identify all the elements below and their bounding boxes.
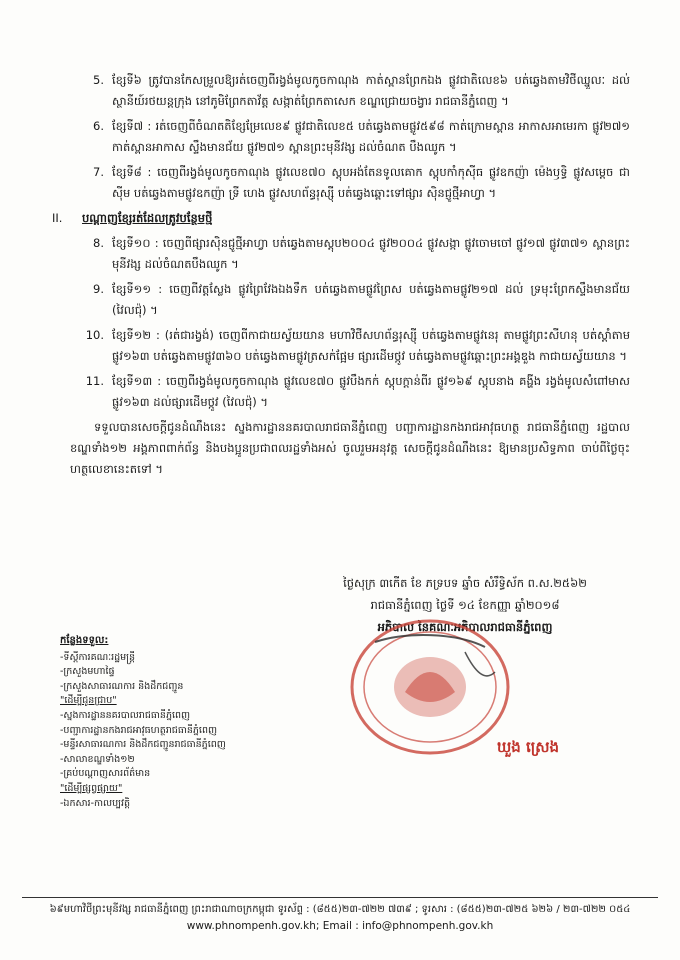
list-item [70,70,630,112]
recipient-item: -បញ្ជាការដ្ឋានកងរាជអាវុធហត្ថរាជធានីភ្នំពេញ [60,724,218,736]
list-item [70,279,630,321]
item-text: ខ្សែទី៦ ត្រូវបានកែសម្រួលឱ្យរត់ចេញពីរង្វង់មូលកូចកាណុង កាត់ស្ពានព្រែកឯង ផ្លូវជាតិលេខ៦ បត់ឆ្វេងតាមវិថីឈ្នួលៈ ដល់ស្ថានីយ៍រថយន្តក្រុង នៅភូមិព្រែកតាវ័ត្ត សង្កាត់ព្រែកតាសេក ខណ្ឌជ្រោយចង្វារ រាជធានីភ្នំពេញ ។ [112,73,630,108]
list-item [70,325,630,367]
item-text: ខ្សែទី១៣ : ចេញពីរង្វង់មូលកូចកាណុង ផ្លូវលេខ៧០ ផ្លូវបឹងកក់ ស្តុបក្តាន់ពីរ ផ្លូវ១៦៩ ស្តុបនាង គង្ហីង រង្វង់មូលសំពៅមាស ផ្លូវ១៦៣ ដល់ផ្សារដើមថ្កូវ (វៃលជ៉ុ) ។ [112,374,630,409]
section-heading [52,208,630,229]
footer-website-link[interactable]: www.phnompenh.gov.kh [186,920,316,932]
recipient-item: -គ្រប់បណ្ដាញសារព័ត៌មាន [60,768,151,780]
item-number: 10. [85,328,104,342]
item-number: 9. [93,282,104,296]
footer-divider [22,897,658,898]
list-item [70,371,630,413]
signer-name: ឃួង ស្រេង [497,738,560,756]
recipient-item: -ក្រសួងសាធារណការ និងដឹកជញ្ជូន [60,680,184,692]
item-text: ខ្សែទី៧ : រត់ចេញពីចំណតតិខ្សែម្រែលេខ៩ ផ្លូវជាតិលេខ៥ បត់ឆ្វេងតាមផ្លូវ៥៩៨ កាត់ក្រោមស្ពាន អាកាសអាមេរកា ផ្លូវ២៧១ កាត់ស្ពានអាកាស ស្ទឹងមានជ័យ ផ្លូវ២៧១ ស្ពានព្រះមុនីវង្ស ដល់ចំណត បឹងឈូក ។ [112,119,630,154]
recipient-item: "ដើម្បីជូនជ្រាប" [60,695,117,707]
official-seal-icon [345,612,515,762]
item-number: 5. [93,73,104,87]
item-number: 7. [93,165,104,179]
closing-paragraph: ទទួលបានសេចក្ដីជូនដំណឹងនេះ ស្នងការដ្ឋាននគរបាលរាជធានីភ្នំពេញ បញ្ជាការដ្ឋានកងរាជអាវុធហត្ថ រាជធានីភ្នំពេញ រដ្ឋបាលខណ្ឌទាំង១២ អង្គភាពពាក់ព័ន្ធ និងបងប្អូនប្រជាពលរដ្ឋទាំងអស់ ចូលរួមអនុវត្ត សេចក្ដីជូនដំណឹងនេះ ឱ្យមានប្រសិទ្ធភាព ចាប់ពីថ្ងៃចុះហត្ថលេខានេះតទៅ ។ [70,420,630,476]
footer-address: ៦៩មហាវិថីព្រះមុនីវង្ស រាជធានីភ្នំពេញ ព្រះរាជាណាចក្រកម្ពុជា ទូរស័ព្ទ : (៨៥៥)២៣-៧២២ ៧៣៩ ; ទូរសារ : (៨៥៥)២៣-៧២៥ ៦២៦ / ២៣-៧២២ ០៥៤ [49,904,631,915]
item-text: ខ្សែទី១១ : ចេញពីវត្តស្លែង ផ្លូវព្រៃវែងឯងទឹក បត់ឆ្វេងតាមផ្លូវព្រៃស បត់ឆ្វេងតាមផ្លូវ២១៧ ដល់ ទ្រមុះព្រែកស្ទឹងមានជ័យ (វៃលជ៉ុ) ។ [112,282,630,317]
lunar-date: ថ្ងៃសុក្រ ៣កើត ខែ ភទ្របទ ឆ្នាំច សំរឹទ្ធិស័ក ព.ស.២៥៦២ [343,576,587,590]
recipient-heading: កន្លែងទទួល: [60,635,109,646]
footer-email[interactable]: Email : info@phnompenh.gov.kh [322,920,494,932]
section-number: II. [52,211,63,225]
item-number: 6. [93,119,104,133]
recipient-item: -ក្រសួងមហាផ្ទៃ [60,666,115,678]
item-text: ខ្សែទី៨ : ចេញពីរង្វង់មូលកូចកាណុង ផ្លូវលេខ៧០ ស្តុបអង់តែនទូលគោក ស្តុបកាំកុស៊ីធ ផ្លូវឧកញ៉ា ម៉េងឫទ្ធិ ផ្លូវសម្តេច ជា ស៊ីម បត់ឆ្វេងតាមផ្លូវឧកញ៉ា ទ្រី ហេង ផ្លូវសហព័ន្ធរុស្ស៊ី បត់ឆ្វេងឆ្ពោះទៅផ្សារ ស៊ិនជ្ញូថ្មីអាហ្វា ។ [112,165,630,200]
list-item [70,116,630,158]
signer-title: អភិបាល នៃគណៈអភិបាលរាជធានីភ្នំពេញ [377,620,553,634]
recipient-item: -ស្នងការដ្ឋាននគរបាលរាជធានីភ្នំពេញ [60,709,191,721]
section-title: បណ្ដាញខ្សែរត់ដែលត្រូវបន្ថែមថ្មី [82,211,213,225]
recipient-item: -មន្ទីរសាធារណការ និងដឹកជញ្ជូនរាជធានីភ្នំពេញ [60,739,226,751]
item-text: ខ្សែទី១០ : ចេញពីផ្សារស៊ិនជ្ញូថ្មីអាហ្វា បត់ឆ្វេងតាមស្តុប២០០៤ ផ្លូវ២០០៤ ផ្លូវសង្កា ផ្លូវចោមចៅ ផ្លូវ១៧ ផ្លូវ៣៧១ ស្ពានព្រះមុនីវង្ស ដល់ចំណតបឹងឈូក ។ [112,236,630,271]
list-item [70,162,630,204]
recipient-item: -ទីស្ដីការគណៈរដ្ឋមន្ត្រី [60,651,136,663]
item-text: ខ្សែទី១២ : (រត់ជារង្វង់) ចេញពីកាជាយស្វ័យយាន មហាវិថីសហព័ន្ធរុស្ស៊ី បត់ឆ្វេងតាមផ្លូវនេរុ តាមផ្លូវព្រះសីហនុ បត់ស្តាំតាមផ្លូវ១៦៣ បត់ឆ្វេងតាមផ្លូវ៣៦០ បត់ឆ្វេងតាមផ្លូវត្រសក់ផ្អែម ផ្សារដើមថ្កូវ បត់ឆ្វេងតាមផ្លូវឆ្ពោះព្រះអង្គឌួង កាជាយស្វ័យយាន ។ [112,328,630,363]
item-number: 11. [85,374,104,388]
body-content [52,70,630,480]
item-number: 8. [93,236,104,250]
footer-contact: www.phnompenh.gov.kh; Email : info@phnompenh.gov.kh [186,920,494,932]
recipient-item: -ឯកសារ-កាលប្បវត្តិ [60,797,130,809]
recipient-list [60,634,270,811]
recipient-item: -សាលាខណ្ឌទាំង១២ [60,753,135,765]
recipient-item: "ដើម្បីផ្សព្វផ្សាយ" [60,782,123,794]
list-item [70,233,630,275]
solar-date: រាជធានីភ្នំពេញ ថ្ងៃទី ១៤ ខែកញ្ញា ឆ្នាំ២០១៨ [370,598,560,612]
